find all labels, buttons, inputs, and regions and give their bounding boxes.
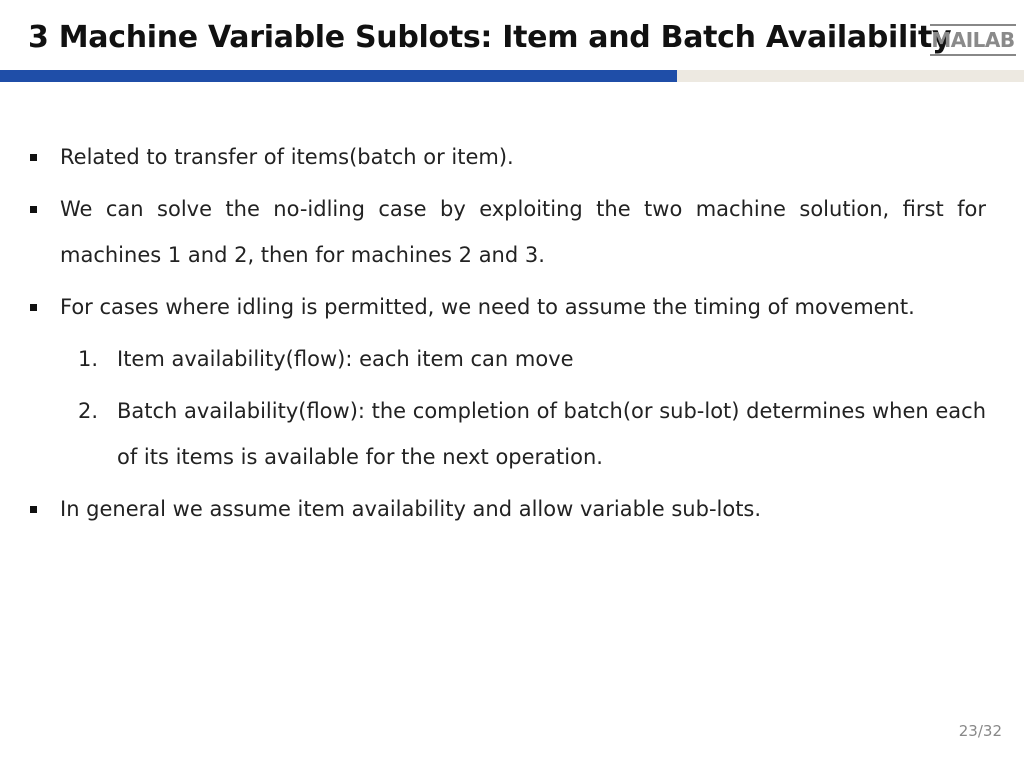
page-number: 23/32 (958, 722, 1002, 740)
slide-content (28, 134, 986, 538)
numbered-text: Batch availability(flow): the completion of batch(or sub-lot) determines when each of its items is available for the next operation. (117, 399, 986, 469)
bullet-item (28, 486, 986, 532)
square-bullet-icon (28, 486, 60, 532)
bullet-text: We can solve the no-idling case by exploiting the two machine solution, first for machines 1 and 2, then for machines 2 and 3. (60, 197, 986, 267)
bullet-text: In general we assume item availability and allow variable sub-lots. (60, 497, 762, 521)
title-underline-blue (0, 70, 677, 82)
numbered-item (78, 336, 986, 382)
numbered-text: Item availability(flow): each item can move (117, 347, 574, 371)
list-number: 2. (78, 399, 99, 423)
bullet-text: For cases where idling is permitted, we need to assume the timing of movement. (60, 295, 915, 319)
numbered-item (78, 388, 986, 480)
title-underline-grey (677, 70, 1024, 82)
square-bullet-icon (28, 134, 60, 180)
bullet-item (28, 284, 986, 330)
bullet-item (28, 134, 986, 180)
mailab-logo: MAILAB (930, 24, 1016, 56)
square-bullet-icon (28, 284, 60, 330)
square-bullet-icon (28, 186, 60, 232)
slide-title: 3 Machine Variable Sublots: Item and Batch Availability (28, 20, 952, 55)
bullet-item (28, 186, 986, 278)
bullet-text: Related to transfer of items(batch or item). (60, 145, 514, 169)
list-number: 1. (78, 347, 99, 371)
